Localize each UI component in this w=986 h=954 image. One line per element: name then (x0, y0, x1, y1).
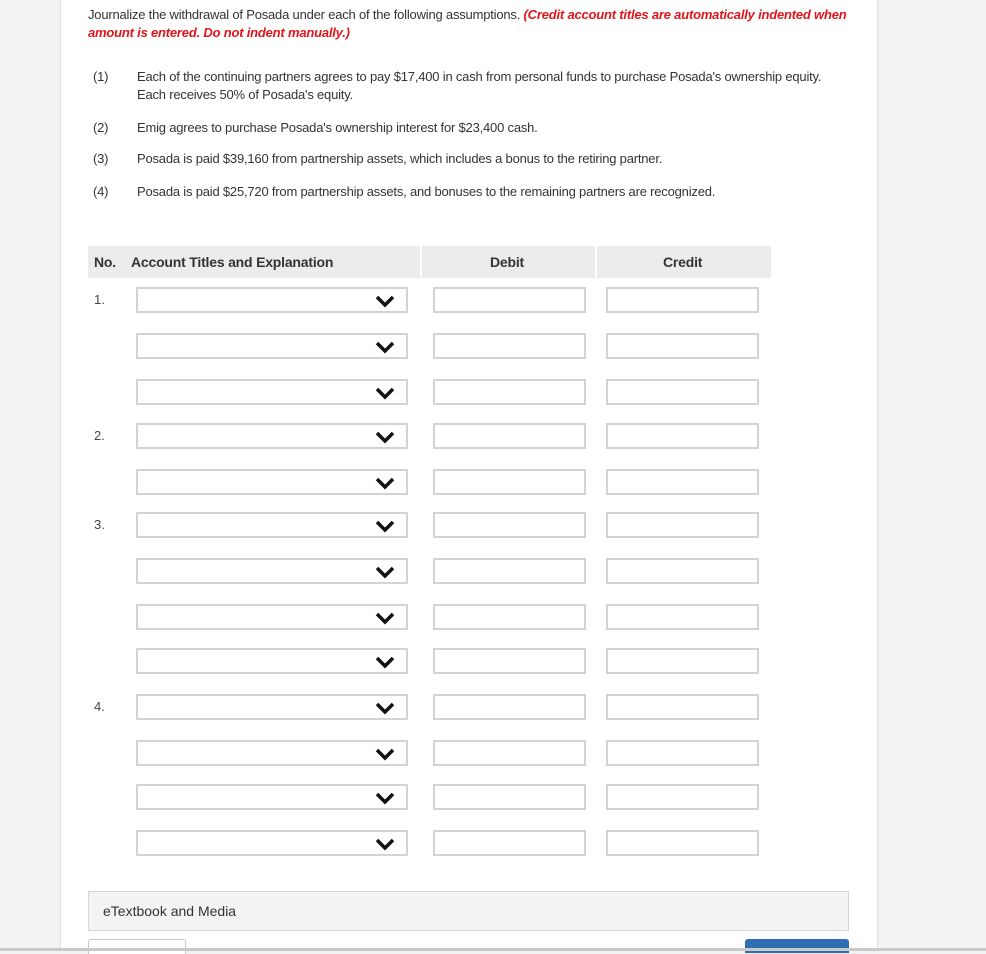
instructions-text: Journalize the withdrawal of Posada under each of the following assumptions. (88, 7, 524, 22)
header-divider (420, 246, 422, 278)
debit-input[interactable] (433, 558, 586, 584)
credit-input[interactable] (606, 604, 759, 630)
chevron-down-icon (374, 385, 396, 401)
credit-input[interactable] (606, 379, 759, 405)
account-title-select[interactable] (136, 830, 408, 856)
entry-number: 3. (94, 517, 105, 532)
header-divider (595, 246, 597, 278)
assumption-text: Posada is paid $25,720 from partnership assets, and bonuses to the remaining partners are recognized. (137, 184, 716, 199)
debit-input[interactable] (433, 423, 586, 449)
credit-input[interactable] (606, 287, 759, 313)
debit-input[interactable] (433, 784, 586, 810)
credit-input[interactable] (606, 694, 759, 720)
account-title-select[interactable] (136, 740, 408, 766)
account-title-select[interactable] (136, 379, 408, 405)
credit-input[interactable] (606, 784, 759, 810)
account-title-select[interactable] (136, 469, 408, 495)
assumption-text: Each of the continuing partners agrees to pay $17,400 in cash from personal funds to purchase Posada's ownership equity. Each receives 50% of Posada's equity. (137, 69, 822, 102)
chevron-down-icon (374, 836, 396, 852)
entry-number: 2. (94, 428, 105, 443)
assumption-text: Posada is paid $39,160 from partnership assets, which includes a bonus to the retiring partner. (137, 151, 663, 166)
chevron-down-icon (374, 790, 396, 806)
credit-input[interactable] (606, 558, 759, 584)
account-title-select[interactable] (136, 604, 408, 630)
credit-input[interactable] (606, 512, 759, 538)
credit-input[interactable] (606, 830, 759, 856)
chevron-down-icon (374, 339, 396, 355)
account-title-select[interactable] (136, 287, 408, 313)
account-title-select[interactable] (136, 512, 408, 538)
etextbook-media-button[interactable]: eTextbook and Media (88, 891, 849, 931)
indent-note: (Credit account titles are automatically indented when amount is entered. Do not indent manually.) (88, 7, 847, 40)
chevron-down-icon (374, 564, 396, 580)
assumption-number: (1) (93, 69, 109, 84)
chevron-down-icon (374, 746, 396, 762)
credit-input[interactable] (606, 740, 759, 766)
account-title-select[interactable] (136, 333, 408, 359)
header-debit: Debit (490, 254, 525, 270)
assumption-number: (3) (93, 151, 109, 166)
header-no: No. (94, 254, 116, 270)
instructions (88, 6, 858, 42)
debit-input[interactable] (433, 604, 586, 630)
account-title-select[interactable] (136, 648, 408, 674)
chevron-down-icon (374, 475, 396, 491)
header-account: Account Titles and Explanation (131, 254, 334, 270)
assumption-number: (2) (93, 120, 109, 135)
debit-input[interactable] (433, 333, 586, 359)
debit-input[interactable] (433, 379, 586, 405)
chevron-down-icon (374, 293, 396, 309)
chevron-down-icon (374, 610, 396, 626)
journal-table-header (88, 246, 771, 278)
credit-input[interactable] (606, 333, 759, 359)
chevron-down-icon (374, 429, 396, 445)
account-title-select[interactable] (136, 784, 408, 810)
bottom-left-button[interactable] (88, 939, 186, 954)
account-title-select[interactable] (136, 694, 408, 720)
credit-input[interactable] (606, 648, 759, 674)
account-title-select[interactable] (136, 423, 408, 449)
debit-input[interactable] (433, 830, 586, 856)
debit-input[interactable] (433, 287, 586, 313)
chevron-down-icon (374, 518, 396, 534)
entry-number: 4. (94, 699, 105, 714)
debit-input[interactable] (433, 694, 586, 720)
account-title-select[interactable] (136, 558, 408, 584)
debit-input[interactable] (433, 740, 586, 766)
chevron-down-icon (374, 654, 396, 670)
credit-input[interactable] (606, 423, 759, 449)
assumption-number: (4) (93, 184, 109, 199)
debit-input[interactable] (433, 512, 586, 538)
chevron-down-icon (374, 700, 396, 716)
debit-input[interactable] (433, 648, 586, 674)
header-credit: Credit (663, 254, 703, 270)
assumption-text: Emig agrees to purchase Posada's ownership interest for $23,400 cash. (137, 120, 538, 135)
credit-input[interactable] (606, 469, 759, 495)
debit-input[interactable] (433, 469, 586, 495)
entry-number: 1. (94, 292, 105, 307)
